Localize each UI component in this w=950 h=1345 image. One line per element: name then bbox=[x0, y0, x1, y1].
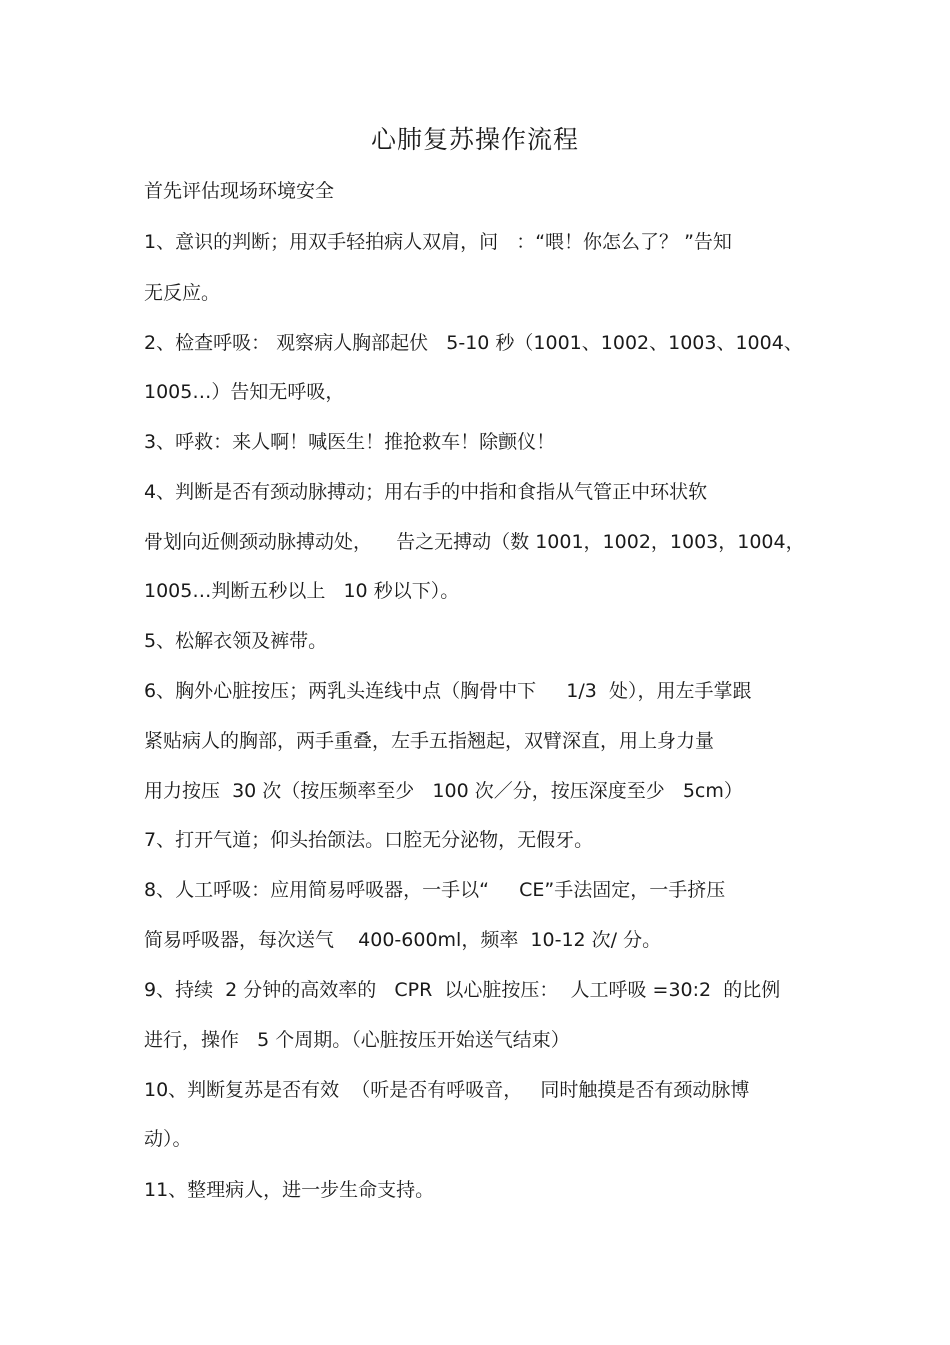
paragraph-line-step1-cont: 无反应。 bbox=[144, 282, 221, 304]
document-title: 心肺复苏操作流程 bbox=[370, 125, 579, 154]
paragraph-line-step4: 4、判断是否有颈动脉搏动；用右手的中指和食指从气管正中环状软 bbox=[144, 481, 708, 503]
paragraph-line-step4-cont1: 骨划向近侧颈动脉搏动处， 告之无搏动（数 1001，1002，1003，1004， bbox=[144, 531, 805, 553]
paragraph-line-step7: 7、打开气道；仰头抬颌法。口腔无分泌物，无假牙。 bbox=[144, 829, 594, 851]
paragraph-line-step10: 10、判断复苏是否有效 （听是否有呼吸音， 同时触摸是否有颈动脉博 bbox=[144, 1079, 750, 1101]
paragraph-line-step5: 5、松解衣领及裤带。 bbox=[144, 630, 328, 652]
paragraph-line-step8-cont: 简易呼吸器，每次送气 400-600ml，频率 10-12 次/ 分。 bbox=[144, 929, 662, 951]
paragraph-line-step8: 8、人工呼吸：应用简易呼吸器，一手以“ CE”手法固定，一手挤压 bbox=[144, 879, 726, 901]
paragraph-line-intro: 首先评估现场环境安全 bbox=[144, 180, 335, 202]
paragraph-line-step2: 2、检查呼吸： 观察病人胸部起伏 5-10 秒（1001、1002、1003、1004、 bbox=[144, 332, 803, 354]
paragraph-line-step11: 11、整理病人，进一步生命支持。 bbox=[144, 1179, 435, 1201]
paragraph-line-step10-cont: 动）。 bbox=[144, 1128, 192, 1150]
paragraph-line-step6: 6、胸外心脏按压；两乳头连线中点（胸骨中下 1/3 处），用左手掌跟 bbox=[144, 680, 752, 702]
paragraph-line-step2-cont: 1005…）告知无呼吸， bbox=[144, 381, 345, 403]
paragraph-line-step6-cont1: 紧贴病人的胸部，两手重叠，左手五指翘起，双臂深直，用上身力量 bbox=[144, 730, 715, 752]
paragraph-line-step4-cont2: 1005…判断五秒以上 10 秒以下）。 bbox=[144, 580, 460, 602]
paragraph-line-step9: 9、持续 2 分钟的高效率的 CPR 以心脏按压： 人工呼吸 =30:2 的比例 bbox=[144, 979, 781, 1001]
paragraph-line-step1: 1、意识的判断；用双手轻拍病人双肩，问 ：“喂！你怎么了？ ”告知 bbox=[144, 231, 732, 253]
paragraph-line-step9-cont: 进行，操作 5 个周期。（心脏按压开始送气结束） bbox=[144, 1029, 570, 1051]
paragraph-line-step3: 3、呼救：来人啊！喊医生！推抢救车！除颤仪！ bbox=[144, 431, 556, 453]
paragraph-line-step6-cont2: 用力按压 30 次（按压频率至少 100 次／分，按压深度至少 5cm） bbox=[144, 780, 743, 802]
